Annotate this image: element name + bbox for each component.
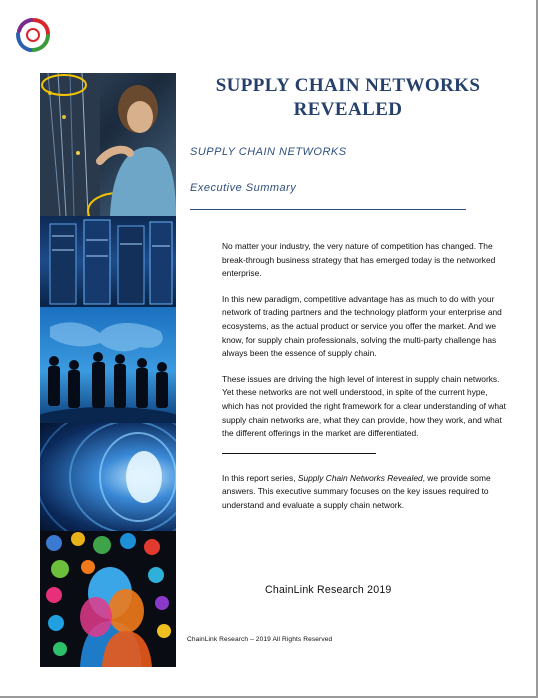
subtitle: SUPPLY CHAIN NETWORKS [190, 146, 347, 158]
technician-photo [40, 73, 176, 216]
section-divider [222, 453, 376, 454]
server-rack-photo [40, 216, 176, 307]
paragraph: In this new paradigm, competitive advantage has as much to do with your network of trading partners and the technology platform your enterprise and ecosystems, as the actual product or service you offer the market. And we know, for supply chain professionals, solving the multi-party challenge has always been the essence of supply chain. [222, 293, 502, 359]
data-tunnel-photo [40, 423, 176, 531]
image-strip [40, 73, 176, 667]
paragraph: These issues are driving the high level of interest in supply chain networks. Yet these networks are not well understood, in spite of the current hype, which has not provided the right framework for a clear understanding of what supply chain networks are, what they can provide, how they work, and what the different offerings in the market are differentiated. [222, 373, 506, 439]
closing-paragraph [222, 472, 508, 513]
report-title: Supply Chain Networks Revealed [297, 472, 423, 483]
title-line-2: REVEALED [293, 99, 403, 120]
paragraph: No matter your industry, the very nature of competition has changed. The break-through business strategy that has emerged today is the networked enterprise. [222, 241, 496, 279]
document-title [190, 74, 506, 122]
section-heading: Executive Summary [190, 182, 297, 194]
signature: ChainLink Research 2019 [265, 584, 392, 596]
footer-copyright: ChainLink Research – 2019 All Rights Reserved [187, 636, 333, 643]
body-text [222, 240, 508, 525]
closing-suffix: , we provide some answers. This executive summary focuses on the key issues required to understand and evaluate a supply chain network. [222, 472, 491, 510]
title-line-1: SUPPLY CHAIN NETWORKS [215, 75, 481, 96]
closing-prefix: In this report series, [222, 472, 298, 483]
business-people-map-photo [40, 307, 176, 423]
heading-divider [190, 209, 466, 210]
chainlink-logo-icon [14, 16, 52, 54]
social-media-icons-photo [40, 531, 176, 667]
